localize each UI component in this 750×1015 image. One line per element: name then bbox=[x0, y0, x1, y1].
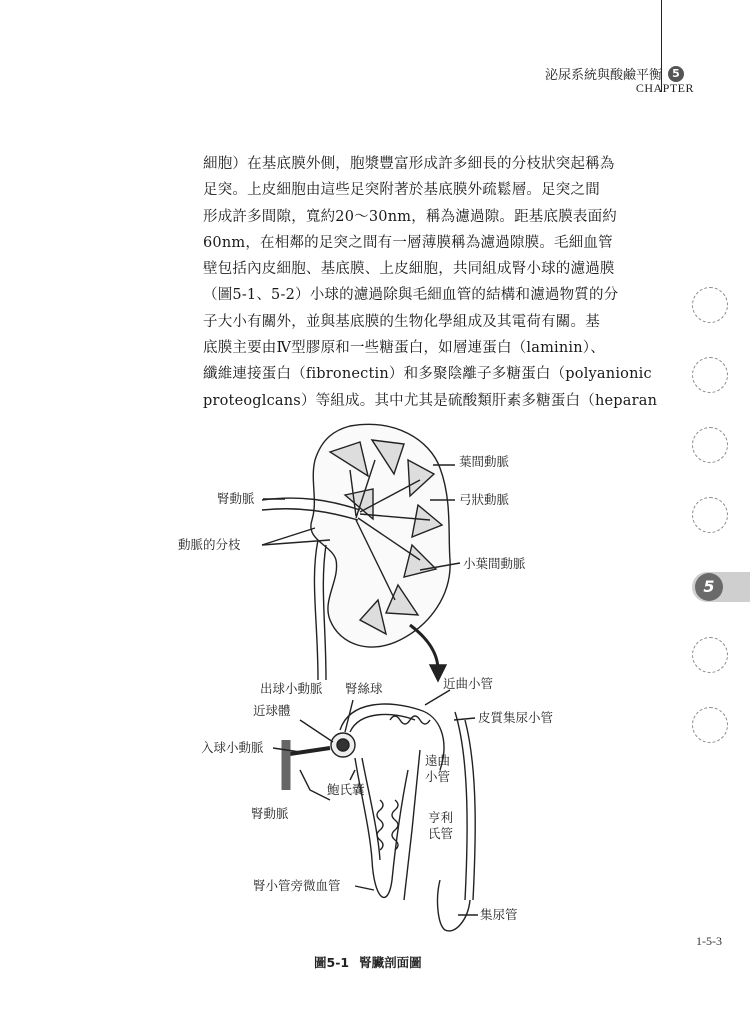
label-artery-branches: 動脈的分枝 bbox=[178, 537, 241, 552]
body-line: （圖5-1、5-2）小球的濾過除與毛細血管的結構和濾過物質的分 bbox=[203, 287, 619, 304]
active-chapter-number: 5 bbox=[695, 573, 723, 601]
label-interlobar-artery: 葉間動脈 bbox=[459, 454, 510, 469]
chapter-label: CHAPTER bbox=[635, 81, 694, 95]
label-henle-1: 亨利 bbox=[428, 810, 454, 825]
body-line: 細胞）在基底膜外側，胞漿豐富形成許多細長的分枝狀突起稱為 bbox=[203, 156, 615, 172]
side-tab-circle[interactable] bbox=[692, 287, 728, 323]
body-line: 子大小有關外，並與基底膜的生物化學組成及其電荷有關。基 bbox=[203, 313, 600, 330]
label-juxtaglomerular: 近球體 bbox=[253, 703, 291, 718]
side-tab-circle[interactable] bbox=[692, 357, 728, 393]
label-henle-2: 氏管 bbox=[428, 826, 454, 841]
body-line: proteoglcans）等組成。其中尤其是硫酸類肝素多糖蛋白（heparan bbox=[203, 392, 658, 409]
label-interlobular-artery: 小葉間動脈 bbox=[463, 556, 526, 571]
body-line: 60nm，在相鄰的足突之間有一層薄膜稱為濾過隙膜。毛細血管 bbox=[203, 234, 613, 251]
label-glomerulus: 腎絲球 bbox=[345, 681, 383, 696]
label-arcuate-artery: 弓狀動脈 bbox=[459, 492, 510, 507]
label-renal-artery-top: 腎動脈 bbox=[217, 491, 255, 506]
body-line: 纖維連接蛋白（fibronectin）和多聚陰離子多糖蛋白（polyanionic bbox=[203, 366, 652, 383]
label-collecting-duct: 集尿管 bbox=[480, 907, 518, 922]
label-cortical-collecting: 皮質集尿小管 bbox=[478, 710, 554, 725]
body-line: 壁包括內皮細胞、基底膜、上皮細胞，共同組成腎小球的濾過膜 bbox=[203, 261, 615, 278]
caption-title: 腎臟剖面圖 bbox=[359, 955, 422, 970]
body-line: 底膜主要由Ⅳ型膠原和一些糖蛋白，如層連蛋白（laminin）、 bbox=[203, 340, 605, 357]
body-text bbox=[203, 151, 663, 414]
figure-caption bbox=[314, 953, 422, 971]
label-afferent-arteriole: 入球小動脈 bbox=[201, 740, 264, 755]
label-proximal-tubule: 近曲小管 bbox=[443, 676, 494, 691]
kidney-section-figure bbox=[0, 410, 750, 950]
label-bowman-capsule: 鮑氏囊 bbox=[327, 782, 365, 797]
caption-number: 圖5-1 bbox=[314, 955, 350, 970]
label-renal-artery-bottom: 腎動脈 bbox=[251, 806, 289, 821]
label-peritubular-capillaries: 腎小管旁微血管 bbox=[253, 878, 341, 893]
label-distal-tubule-1: 遠曲 bbox=[425, 753, 451, 768]
body-line: 足突。上皮細胞由這些足突附著於基底膜外疏鬆層。足突之間 bbox=[203, 182, 600, 199]
label-efferent-arteriole: 出球小動脈 bbox=[260, 681, 323, 696]
label-distal-tubule-2: 小管 bbox=[425, 769, 451, 784]
page-number: 1-5-3 bbox=[696, 934, 722, 948]
chapter-number-badge: 5 bbox=[668, 66, 684, 82]
body-line: 形成許多間隙，寬約20～30nm，稱為濾過隙。距基底膜表面約 bbox=[203, 208, 617, 225]
chapter-title: 泌尿系統與酸鹼平衡 bbox=[544, 68, 662, 83]
